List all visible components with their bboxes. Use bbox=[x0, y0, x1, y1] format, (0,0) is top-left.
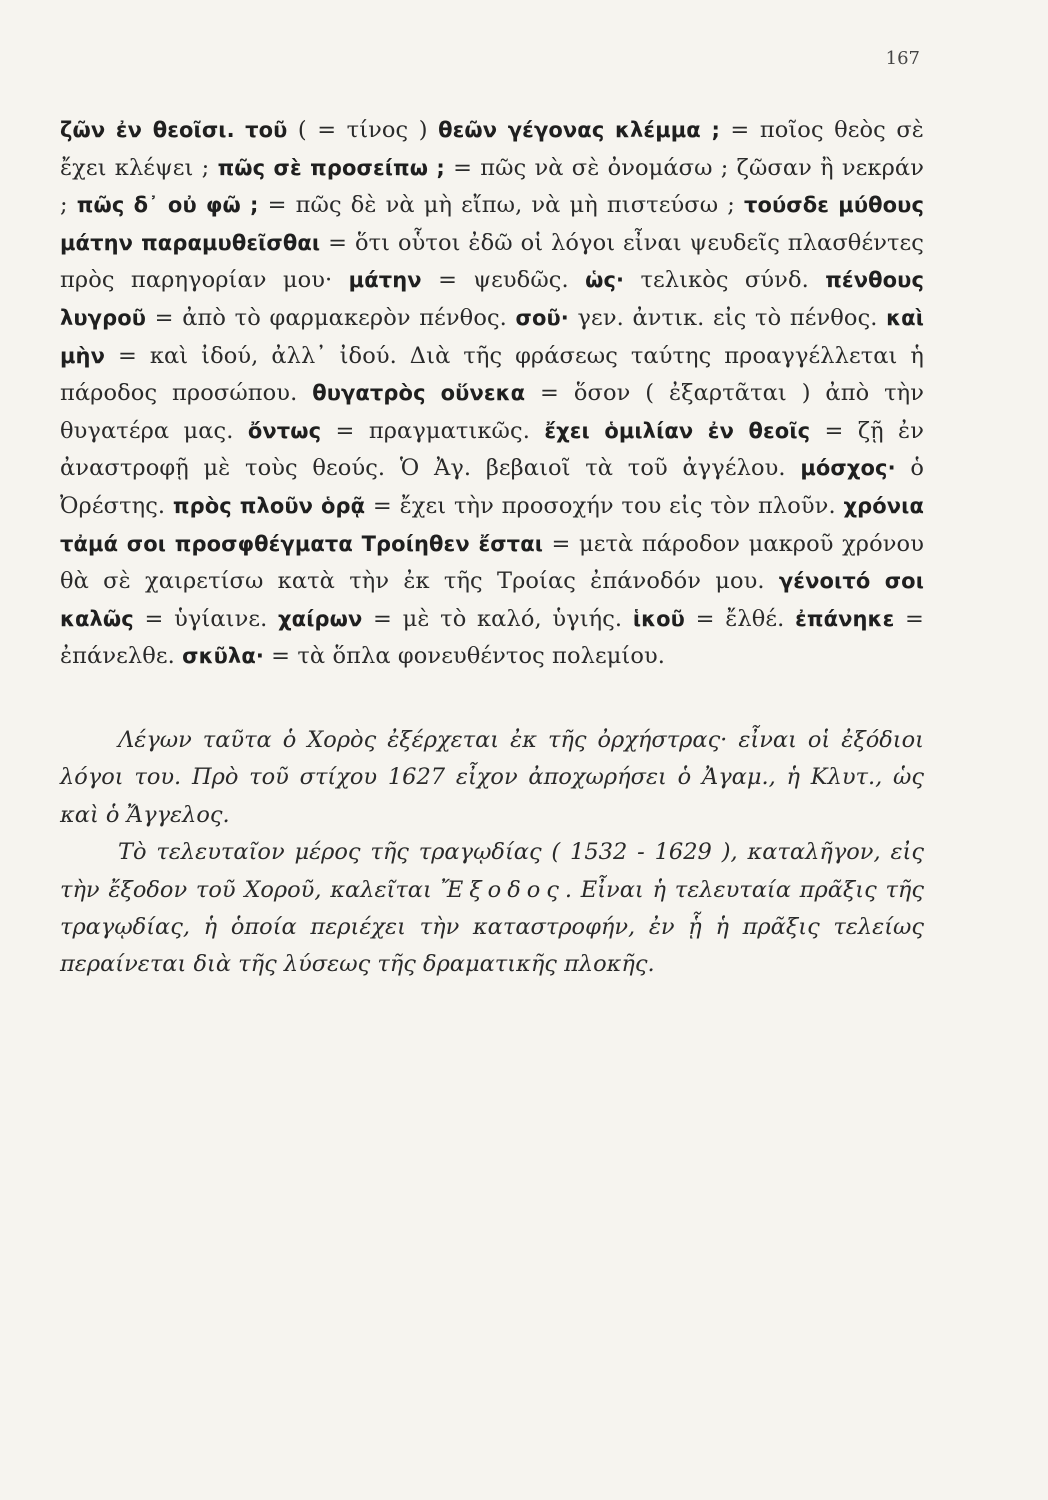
gloss-text: = πῶς δὲ νὰ μὴ εἴπω, νὰ μὴ πιστεύσω ; bbox=[258, 192, 744, 219]
gloss-text: = μετὰ πάροδον μακροῦ χρόνου θὰ σὲ χαιρετίσω κατὰ τὴν ἐκ τῆς Τροίας ἐπάνοδόν μου. bbox=[60, 530, 924, 595]
gloss-text: = ψευδῶς. bbox=[421, 267, 586, 294]
page-number: 167 bbox=[885, 48, 920, 69]
gloss-text: ( = τίνος ) bbox=[287, 117, 439, 143]
gloss-text: = ἀπὸ τὸ φαρμακερὸν πένθος. bbox=[146, 304, 516, 331]
italic-note bbox=[60, 722, 924, 984]
gloss-text: = μὲ τὸ καλό, ὑγιής. bbox=[362, 605, 633, 632]
lemma-term: μάτην bbox=[348, 268, 422, 293]
lemma-term: γένοιτό σοι καλῶς bbox=[60, 569, 924, 631]
lemma-term: πένθους λυγροῦ bbox=[60, 268, 924, 330]
gloss-text bbox=[235, 117, 245, 143]
lemma-term: σκῦλα· bbox=[182, 644, 264, 669]
lemma-term: ἐπάνηκε bbox=[795, 606, 895, 631]
gloss-text: = ὑγίαινε. bbox=[133, 605, 279, 632]
note-paragraph-2-end: . Εἶναι ἡ τελευταία πρᾶξις τῆς τραγῳδίας, ἡ ὁποία περιέχει τὴν καταστροφήν, ἐν ᾗ ἡ πρᾶξις τελείως περαίνεται διὰ τῆς λύσεως τῆς δραματικῆς πλοκῆς. bbox=[60, 876, 924, 978]
lemma-term: ἱκοῦ bbox=[632, 606, 685, 631]
lemma-term: χαίρων bbox=[278, 606, 363, 631]
lemma-term: τούσδε μύθους μάτην παραμυθεῖσθαι bbox=[60, 193, 924, 255]
gloss-text: τελικὸς σύνδ. bbox=[624, 267, 826, 294]
gloss-text: = ὅτι οὗτοι ἐδῶ οἱ λόγοι εἶναι ψευδεῖς πλασθέντες πρὸς παρηγορίαν μου· bbox=[60, 229, 924, 294]
lemma-term: μόσχος· bbox=[800, 456, 896, 481]
lemma-term: ἔχει ὁμιλίαν ἐν θεοῖς bbox=[544, 418, 811, 443]
lemma-term: καὶ μὴν bbox=[60, 305, 924, 368]
lemma-term: χρόνια τἀμά σοι προσφθέγματα Τροίηθεν ἔσται bbox=[60, 493, 924, 556]
note-paragraph-1: Λέγων ταῦτα ὁ Χορὸς ἐξέρχεται ἐκ τῆς ὀρχήστρας· εἶναι οἱ ἐξόδιοι λόγοι του. Πρὸ τοῦ στίχου 1627 εἶχον ἀποχωρήσει ὁ Ἀγαμ., ἡ Κλυτ., ὡς καὶ ὁ Ἄγγελος. bbox=[60, 727, 924, 828]
gloss-text: = πῶς νὰ σὲ ὀνομάσω ; ζῶσαν ἢ νεκράν ; bbox=[60, 154, 924, 219]
gloss-text: = πραγματικῶς. bbox=[321, 417, 545, 444]
gloss-text: = ἐπάνελθε. bbox=[60, 605, 924, 670]
lemma-term: ζῶν ἐν θεοῖσι. bbox=[60, 118, 235, 142]
lemma-term: πρὸς πλοῦν ὁρᾷ bbox=[172, 493, 366, 518]
gloss-text: = ποῖος θεὸς σὲ ἔχει κλέψει ; bbox=[60, 117, 924, 181]
gloss-text: ὁ Ὀρέστης. bbox=[60, 455, 924, 519]
note-paragraph-2 bbox=[60, 834, 924, 984]
lemma-term: θυγατρὸς οὕνεκα bbox=[312, 381, 526, 406]
note-paragraph-2-start: Τὸ τελευταῖον μέρος τῆς τραγῳδίας ( 1532 - 1629 ), καταλῆγον, εἰς τὴν ἔξοδον τοῦ Χοροῦ, καλεῖται bbox=[60, 839, 924, 903]
lemma-term: ὡς· bbox=[585, 268, 625, 293]
gloss-text: = ζῇ ἐν ἀναστροφῇ μὲ τοὺς θεούς. Ὁ Ἀγ. βεβαιοῖ τὰ τοῦ ἀγγέλου. bbox=[60, 417, 924, 482]
gloss-text: = καὶ ἰδού, ἀλλ᾽ ἰδού. Διὰ τῆς φράσεως ταύτης προαγγέλλεται ἡ πάροδος προσώπου. bbox=[60, 342, 924, 407]
lemma-term: ὄντως bbox=[247, 418, 322, 443]
lemma-term: θεῶν γέγονας κλέμμα ; bbox=[438, 118, 720, 142]
lemma-term: πῶς δ᾽ οὐ φῶ ; bbox=[76, 193, 259, 218]
gloss-text: = ἔχει τὴν προσοχήν του εἰς τὸν πλοῦν. bbox=[365, 492, 844, 519]
lemma-term: τοῦ bbox=[245, 118, 288, 142]
lemma-term: πῶς σὲ προσείπω ; bbox=[217, 155, 445, 180]
gloss-text: = ὅσον ( ἐξαρτᾶται ) ἀπὸ τὴν θυγατέρα μας. bbox=[60, 380, 924, 444]
gloss-text: = τὰ ὅπλα φονευθέντος πολεμίου. bbox=[263, 643, 666, 670]
commentary-text bbox=[60, 112, 924, 676]
gloss-text: = ἔλθέ. bbox=[684, 605, 796, 632]
exodos-term: Ἔξοδος bbox=[440, 876, 565, 903]
lemma-term: σοῦ· bbox=[515, 305, 569, 330]
gloss-text: γεν. ἀντικ. εἰς τὸ πένθος. bbox=[568, 304, 887, 331]
